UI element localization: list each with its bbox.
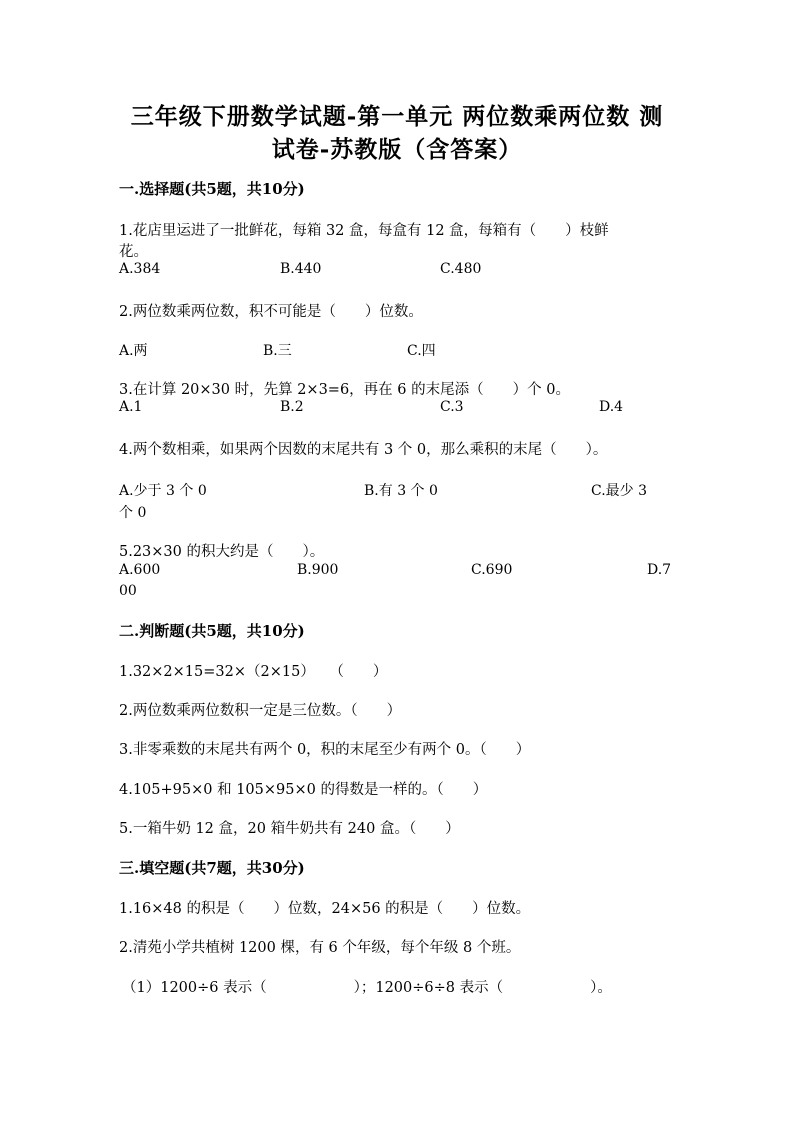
answer-option: D.4 xyxy=(599,399,624,415)
question-text: 5.23×30 的积大约是（ ）。 xyxy=(119,544,325,560)
question-text-wrap: 花。 xyxy=(119,244,148,260)
question-text: 1.16×48 的积是（ ）位数，24×56 的积是（ ）位数。 xyxy=(119,901,531,917)
answer-option: C.最少 3 xyxy=(591,483,648,499)
question-text: 4.105+95×0 和 105×95×0 的得数是一样的。（ ） xyxy=(119,782,488,798)
question-text: 3.在计算 20×30 时，先算 2×3=6，再在 6 的末尾添（ ）个 0。 xyxy=(119,382,570,398)
question-text: 2.清苑小学共植树 1200 棵，有 6 个年级，每个年级 8 个班。 xyxy=(119,940,521,956)
answer-option: A.600 xyxy=(119,562,161,578)
answer-option: B.900 xyxy=(297,562,339,578)
section-heading-fill-in: 三.填空题(共7题，共30分) xyxy=(119,859,305,877)
question-text: 4.两个数相乘，如果两个因数的末尾共有 3 个 0，那么乘积的末尾（ ）。 xyxy=(119,442,608,458)
answer-option: B.三 xyxy=(263,343,292,359)
answer-option: D.7 xyxy=(647,562,672,578)
question-subpart: （1）1200÷6 表示（ ）；1200÷6÷8 表示（ ）。 xyxy=(122,980,612,996)
question-text: 2.两位数乘两位数积一定是三位数。（ ） xyxy=(119,703,402,719)
answer-option: A.384 xyxy=(119,261,161,277)
answer-option: B.有 3 个 0 xyxy=(364,483,438,499)
answer-option-wrap: 个 0 xyxy=(119,505,147,521)
answer-option: A.少于 3 个 0 xyxy=(119,483,207,499)
question-text: 5.一箱牛奶 12 盒，20 箱牛奶共有 240 盒。（ ） xyxy=(119,821,460,837)
answer-option: B.2 xyxy=(280,399,304,415)
section-heading-true-false: 二.判断题(共5题，共10分) xyxy=(119,622,305,640)
question-text: 3.非零乘数的末尾共有两个 0，积的末尾至少有两个 0。（ ） xyxy=(119,742,531,758)
answer-option: B.440 xyxy=(280,261,322,277)
answer-option: A.两 xyxy=(119,343,148,359)
page-title-line-2: 试卷-苏教版（含答案） xyxy=(271,136,523,163)
answer-option: C.480 xyxy=(440,261,482,277)
question-text: 1.32×2×15=32×（2×15） （ ） xyxy=(119,664,388,680)
page-title-line-1: 三年级下册数学试题-第一单元 两位数乘两位数 测 xyxy=(130,103,664,130)
answer-option: C.四 xyxy=(407,343,436,359)
question-text: 1.花店里运进了一批鲜花，每箱 32 盒，每盒有 12 盒，每箱有（ ）枝鲜 xyxy=(119,223,609,239)
answer-option: C.3 xyxy=(440,399,464,415)
answer-option: A.1 xyxy=(119,399,143,415)
section-heading-multiple-choice: 一.选择题(共5题，共10分) xyxy=(119,180,305,198)
answer-option-wrap: 00 xyxy=(119,583,137,599)
question-text: 2.两位数乘两位数，积不可能是（ ）位数。 xyxy=(119,304,423,320)
answer-option: C.690 xyxy=(471,562,513,578)
